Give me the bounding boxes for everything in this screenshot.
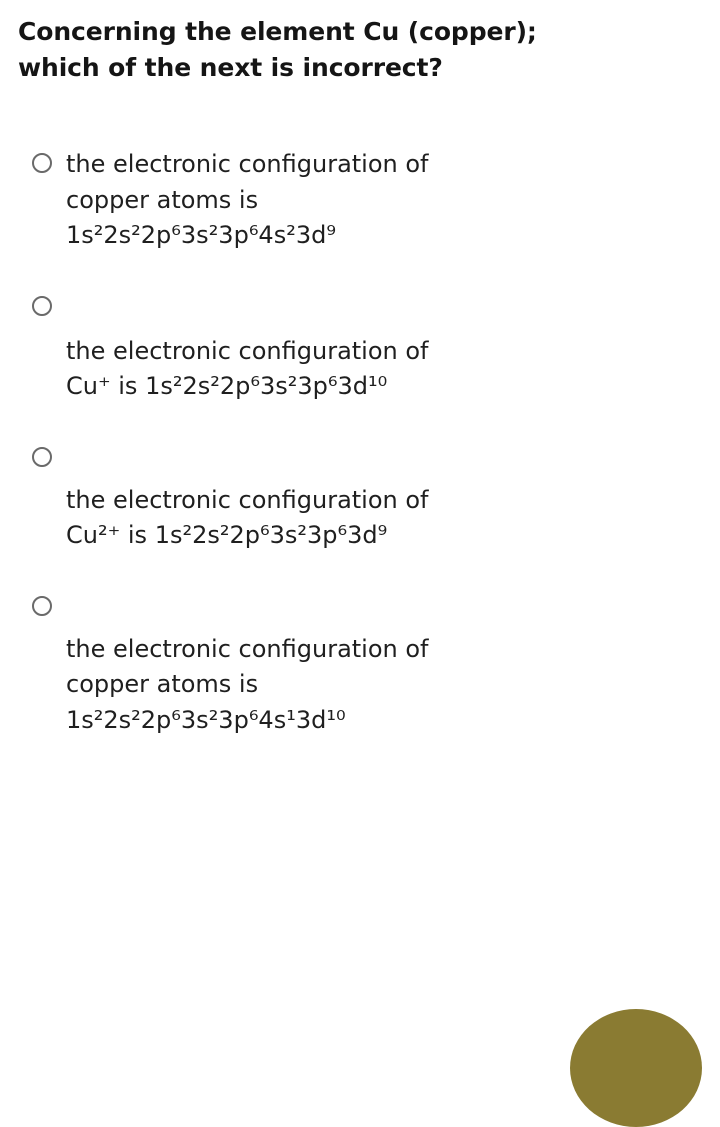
- answer-option-a[interactable]: [18, 147, 702, 254]
- radio-button-icon[interactable]: [32, 447, 52, 467]
- radio-wrap-a: [18, 147, 66, 173]
- radio-wrap-b: [18, 296, 66, 316]
- question-line-1: Concerning the element Cu (copper);: [18, 17, 537, 46]
- answer-option-d-line-1: the electronic configuration of: [66, 634, 429, 663]
- answer-option-a-line-3: 1s²2s²2p⁶3s²3p⁶4s²3d⁹: [66, 221, 336, 250]
- answer-option-a-line-2: copper atoms is: [66, 185, 259, 214]
- radio-wrap-d: [18, 596, 66, 616]
- answer-option-d-line-3: 1s²2s²2p⁶3s²3p⁶4s¹3d¹⁰: [66, 705, 346, 734]
- question-text: [18, 14, 702, 85]
- answer-option-b-line-2: Cu⁺ is 1s²2s²2p⁶3s²3p⁶3d¹⁰: [66, 372, 388, 401]
- answer-option-a-text: [66, 147, 702, 254]
- answer-option-b[interactable]: [18, 296, 702, 405]
- answer-option-b-text: [66, 296, 702, 405]
- radio-wrap-c: [18, 447, 66, 467]
- radio-button-icon[interactable]: [32, 153, 52, 173]
- answer-option-c[interactable]: [18, 447, 702, 554]
- answer-option-c-line-2: Cu²⁺ is 1s²2s²2p⁶3s²3p⁶3d⁹: [66, 521, 388, 550]
- radio-button-icon[interactable]: [32, 596, 52, 616]
- question-line-2: which of the next is incorrect?: [18, 52, 443, 82]
- answer-option-d-line-2: copper atoms is: [66, 670, 259, 699]
- answer-options-list: [18, 147, 702, 738]
- answer-option-a-line-1: the electronic configuration of: [66, 150, 429, 178]
- radio-button-icon[interactable]: [32, 296, 52, 316]
- answer-option-c-text: [66, 447, 702, 554]
- answer-option-d-text: [66, 596, 702, 739]
- answer-option-c-line-1: the electronic configuration of: [66, 485, 429, 514]
- answer-option-d[interactable]: [18, 596, 702, 739]
- answer-option-b-line-1: the electronic configuration of: [66, 336, 429, 365]
- decorative-circle: [570, 1009, 702, 1127]
